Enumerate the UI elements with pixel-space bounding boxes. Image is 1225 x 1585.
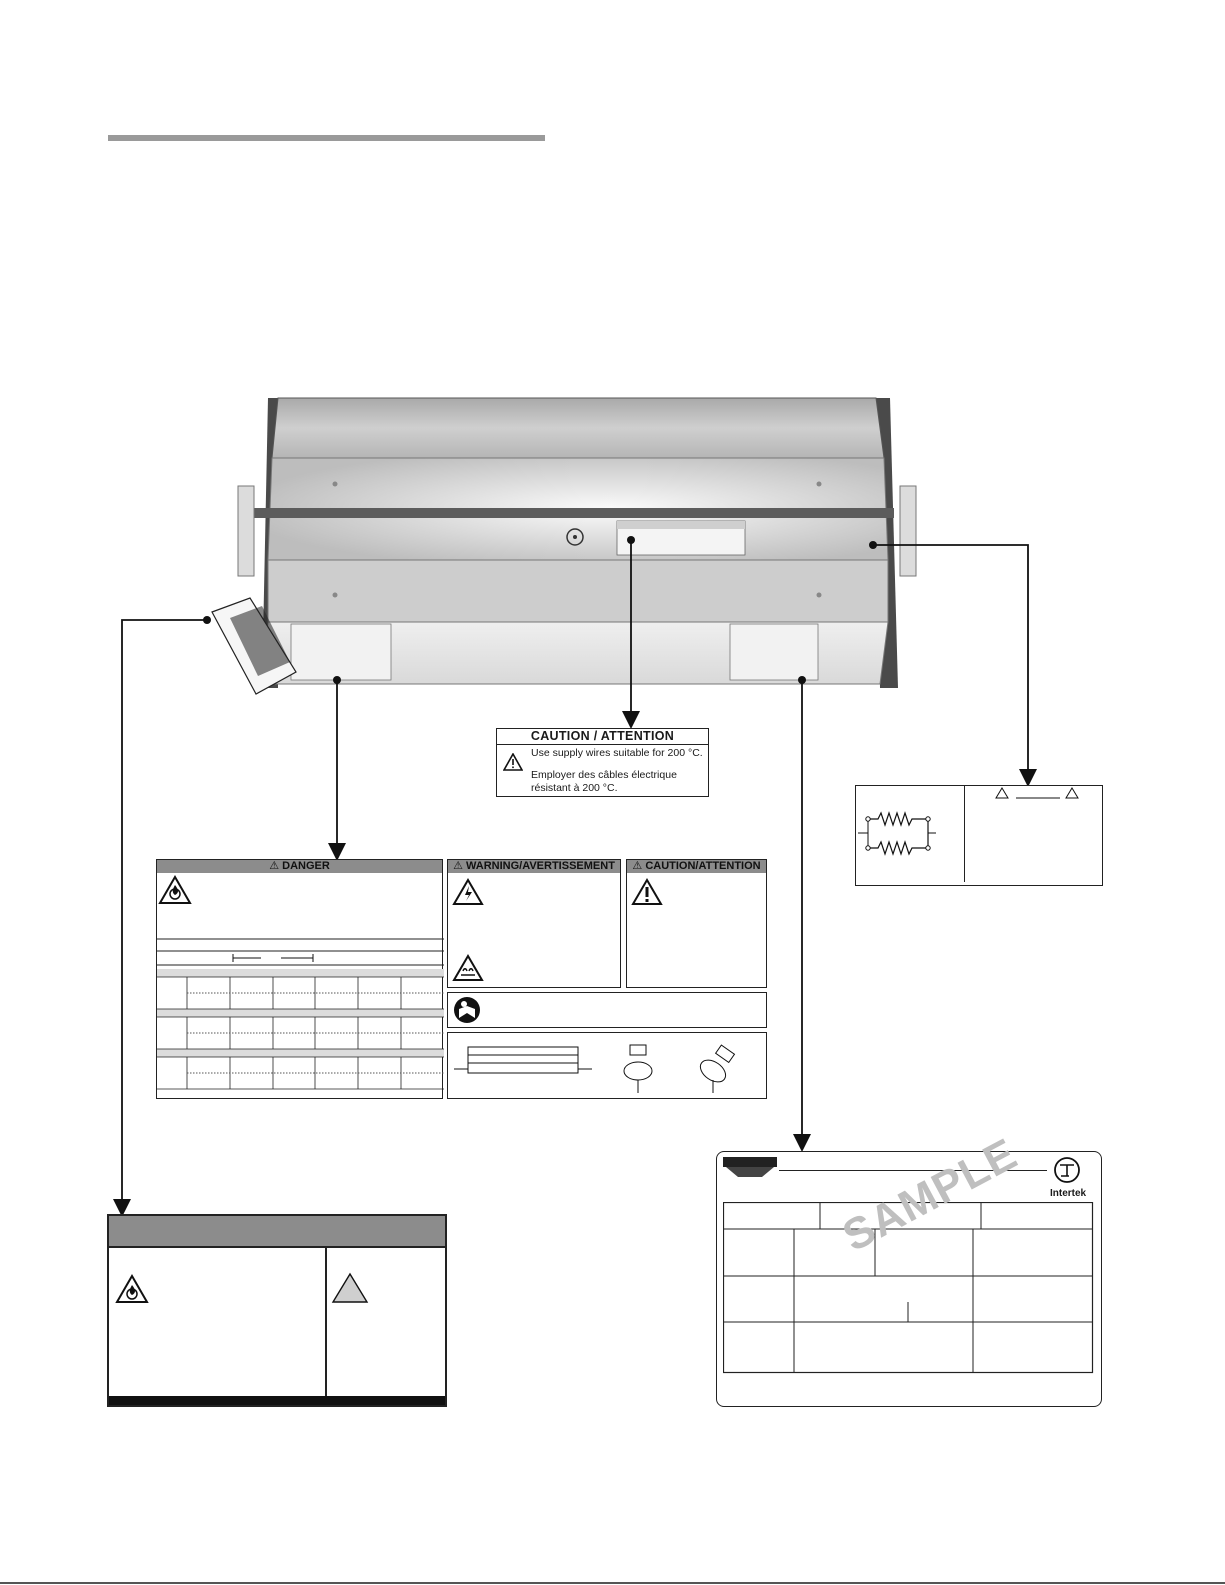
flame-icon <box>160 877 190 903</box>
caution-header <box>627 860 766 873</box>
caution-title: CAUTION/ATTENTION <box>645 860 761 872</box>
warning-triangle-icon <box>503 753 523 776</box>
wiring-label <box>855 785 1103 886</box>
certification-label: Intertek <box>1050 1188 1087 1199</box>
heater-body <box>212 398 916 694</box>
tag-label-header <box>109 1216 445 1248</box>
caution-decal-title: CAUTION / ATTENTION <box>497 729 708 745</box>
exclamation-icon <box>631 878 663 906</box>
tag-label <box>107 1214 447 1407</box>
sample-watermark: SAMPLE <box>835 1129 1026 1262</box>
warning-triangle-icon: ⚠ <box>632 860 643 872</box>
danger-table-graphic <box>157 873 444 1098</box>
caution-decal-line-fr-1: Employer des câbles électrique <box>531 769 677 781</box>
danger-header <box>157 860 442 873</box>
warning-triangle-icon <box>331 1272 369 1304</box>
caution-panel <box>626 859 767 988</box>
tag-label-footer <box>109 1396 445 1405</box>
flame-icon <box>115 1274 149 1304</box>
caution-decal-line-fr-2: résistant à 200 °C. <box>531 782 618 794</box>
caution-decal <box>496 728 709 797</box>
hot-surface-icon <box>452 954 484 982</box>
read-manual-strip <box>447 992 767 1028</box>
mounting-clearance-icon <box>448 1033 768 1100</box>
warning-header <box>448 860 620 873</box>
caution-decal-line-en: Use supply wires suitable for 200 °C. <box>531 747 703 759</box>
warning-panel <box>447 859 621 988</box>
etl-mark-icon <box>1047 1156 1087 1186</box>
danger-title: DANGER <box>282 860 330 872</box>
company-logo-icon <box>722 1156 778 1178</box>
page-bottom-rule <box>0 1582 1225 1584</box>
danger-panel <box>156 859 443 1099</box>
clearance-diagram <box>447 1032 767 1099</box>
warning-title: WARNING/AVERTISSEMENT <box>466 860 615 872</box>
warning-triangle-icon: ⚠ <box>453 860 463 872</box>
resistor-schematic-icon <box>856 786 1104 887</box>
electric-shock-icon <box>452 878 484 906</box>
read-manual-icon <box>453 996 481 1024</box>
warning-triangle-icon: ⚠ <box>269 860 280 872</box>
